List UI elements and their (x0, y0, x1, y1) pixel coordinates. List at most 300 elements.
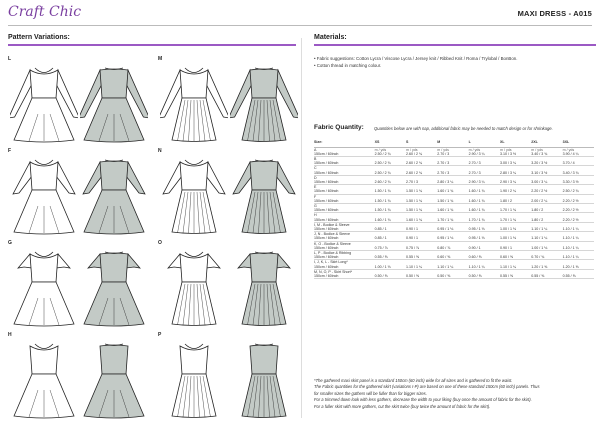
quantity-value: 0.80 / ⅞ (437, 245, 451, 250)
quantity-value: 1.60 / 1 ¾ (374, 217, 391, 222)
quantity-value: 0.60 / ⅝ (468, 255, 482, 260)
table-row (314, 250, 594, 259)
size-header: 3XL (563, 138, 594, 147)
quantity-value: 2.70 / 3 (437, 161, 450, 166)
quantity-cell (375, 241, 406, 250)
quantity-value: 0.90 / 1 (499, 245, 512, 250)
quantity-cell (531, 175, 562, 184)
fabric-width: 150cm / 60inch (314, 151, 339, 156)
quantity-value: 1.90 / 2 ¼ (499, 189, 516, 194)
quantity-cell (437, 175, 468, 184)
quantity-value: 1.50 / 1 ¾ (437, 198, 454, 203)
quantity-cell (406, 185, 437, 194)
quantity-cell (563, 185, 594, 194)
quantity-cell (375, 156, 406, 165)
quantity-value: 2.70 / 3 (437, 151, 450, 156)
quantity-cell (500, 203, 531, 212)
quantity-cell (500, 232, 531, 241)
quantity-cell (500, 241, 531, 250)
quantity-cell (469, 213, 500, 222)
quantity-value: 2.70 / 3 (405, 179, 418, 184)
quantity-value: 1.10 / 1 ¼ (468, 264, 485, 269)
quantity-cell (563, 269, 594, 278)
pattern-variant (158, 332, 298, 422)
quantity-cell (375, 175, 406, 184)
quantity-value: 3.70 / 4 (562, 161, 575, 166)
dress-front-view (160, 58, 228, 144)
pattern-variant (8, 56, 148, 146)
footnotes (314, 378, 596, 410)
header-divider (8, 25, 592, 26)
size-header: 2XL (531, 138, 562, 147)
quantity-value: 1.10 / 1 ¼ (531, 236, 548, 241)
quantity-cell (406, 213, 437, 222)
quantity-cell (500, 147, 531, 156)
dress-back-view (80, 58, 148, 144)
quantity-cell (500, 175, 531, 184)
variation-name: H (314, 213, 317, 218)
quantity-cell (437, 213, 468, 222)
quantity-cell (437, 203, 468, 212)
quantity-cell (437, 147, 468, 156)
variation-name: G (314, 203, 317, 208)
dress-front-view (160, 242, 228, 328)
quantity-cell (375, 232, 406, 241)
quantity-value: 1.10 / 1 ¼ (562, 255, 579, 260)
table-row (314, 232, 594, 241)
quantity-cell (531, 250, 562, 259)
quantity-cell (469, 185, 500, 194)
quantity-cell (563, 241, 594, 250)
pattern-variant (8, 240, 148, 330)
variation-name: J, N - Bodice & Sleeve (314, 232, 350, 237)
quantity-value: 3.90 / 4 ¼ (562, 151, 579, 156)
quantity-value: 1.60 / 1 ¾ (468, 189, 485, 194)
quantity-value: 1.10 / 1 ¼ (499, 264, 516, 269)
quantity-unit: m / yds (374, 147, 387, 152)
quantity-value: 2.80 / 3 ¼ (437, 179, 454, 184)
quantity-value: 2.20 / 2 ½ (531, 189, 548, 194)
quantity-value: 0.90 / 1 (405, 226, 418, 231)
variant-label: M (158, 56, 163, 62)
quantity-cell (469, 250, 500, 259)
quantity-cell (563, 147, 594, 156)
quantity-value: 1.10 / 1 ¼ (531, 226, 548, 231)
quantity-cell (437, 232, 468, 241)
variation-name: D (314, 175, 317, 180)
table-row (314, 260, 594, 269)
variation-name: K, O - Bodice & Sleeve (314, 241, 351, 246)
fabric-width: 150cm / 60inch (314, 236, 339, 241)
quantity-cell (375, 250, 406, 259)
row-label (314, 232, 375, 241)
quantity-cell (563, 203, 594, 212)
quantity-cell (500, 269, 531, 278)
column-divider (301, 38, 302, 418)
quantity-cell (469, 166, 500, 175)
dress-front-view (10, 58, 78, 144)
quantity-cell (531, 166, 562, 175)
variation-name: A (314, 147, 317, 152)
table-row (314, 194, 594, 203)
quantity-cell (531, 213, 562, 222)
variant-label: P (158, 332, 162, 338)
dress-front-view (10, 334, 78, 420)
quantity-cell (531, 269, 562, 278)
dress-back-view (230, 150, 298, 236)
row-label (314, 203, 375, 212)
footnote-line: for smaller sizes the gathers will be fuller than for bigger sizes. (314, 390, 427, 396)
table-row (314, 213, 594, 222)
variant-label: N (158, 148, 162, 154)
quantity-cell (437, 194, 468, 203)
quantity-value: 0.70 / ¾ (531, 255, 545, 260)
footnote-line: For a fuller skirt with more gathers, cut the skirt twice (buy twice the amount of fabric for the skirt). (314, 403, 491, 409)
table-row (314, 185, 594, 194)
quantity-value: 1.50 / 1 ¾ (374, 198, 391, 203)
quantity-value: 0.50 / ⅝ (468, 273, 482, 278)
pattern-variations-rule (8, 44, 296, 46)
quantity-cell (563, 194, 594, 203)
quantity-cell (531, 203, 562, 212)
quantity-value: 2.60 / 2 ¾ (405, 170, 422, 175)
size-header: XL (500, 138, 531, 147)
row-label (314, 185, 375, 194)
quantity-cell (437, 250, 468, 259)
dress-front-view (160, 150, 228, 236)
quantity-value: 1.70 / 1 ¾ (499, 217, 516, 222)
quantity-value: 3.30 / 3 ½ (562, 179, 579, 184)
fabric-width: 150cm / 60inch (314, 170, 339, 175)
quantity-value: 1.50 / 1 ¾ (405, 189, 422, 194)
quantity-value: 0.75 / ⅞ (405, 245, 419, 250)
quantity-cell (531, 194, 562, 203)
quantity-value: 1.00 / 1 ⅛ (499, 226, 516, 231)
quantity-value: 1.70 / 1 ¾ (437, 217, 454, 222)
fabric-width: 150cm / 60inch (314, 273, 339, 278)
size-header: M (437, 138, 468, 147)
quantity-value: 2.90 / 3 ¼ (468, 151, 485, 156)
table-row (314, 241, 594, 250)
quantity-value: 1.60 / 1 ¾ (437, 208, 454, 213)
dress-front-view (10, 150, 78, 236)
fabric-quantity-title: Fabric Quantity: (314, 124, 364, 131)
materials-item: • Fabric suggestions: Cotton Lycra / Viscose Lycra / Jersey knit / Ribbed Knit / Roma / Trylobal / BonBon. (314, 56, 518, 61)
quantity-cell (406, 203, 437, 212)
quantity-cell (500, 166, 531, 175)
pattern-variant (158, 148, 298, 238)
dress-back-view (230, 242, 298, 328)
table-row (314, 203, 594, 212)
row-label (314, 222, 375, 231)
quantity-value: 2.20 / 2 ½ (562, 198, 579, 203)
variant-label: O (158, 240, 162, 246)
pattern-variant (158, 56, 298, 146)
quantity-cell (469, 175, 500, 184)
quantity-cell (375, 166, 406, 175)
materials-list (314, 55, 517, 69)
quantity-cell (500, 185, 531, 194)
quantity-value: 1.60 / 1 ¾ (405, 217, 422, 222)
quantity-value: 1.80 / 2 (531, 217, 544, 222)
row-label (314, 241, 375, 250)
quantity-value: 1.80 / 2 (531, 208, 544, 213)
quantity-value: 0.60 / ⅝ (437, 255, 451, 260)
quantity-value: 1.00 / 1 ⅛ (531, 245, 548, 250)
quantity-value: 0.75 / ⅞ (374, 245, 388, 250)
quantity-value: 2.70 / 3 (437, 170, 450, 175)
quantity-cell (375, 269, 406, 278)
quantity-value: 1.60 / 1 ¾ (468, 198, 485, 203)
quantity-cell (375, 222, 406, 231)
quantity-value: 2.70 / 3 (468, 161, 481, 166)
quantity-unit: m / yds (562, 147, 575, 152)
quantity-cell (531, 232, 562, 241)
dress-back-view (80, 334, 148, 420)
quantity-cell (437, 241, 468, 250)
table-row (314, 147, 594, 156)
quantity-value: 3.10 / 3 ½ (499, 151, 516, 156)
quantity-value: 0.60 / ⅝ (499, 255, 513, 260)
quantity-value: 0.55 / ⅝ (374, 255, 388, 260)
quantity-cell (531, 222, 562, 231)
footnote-line: For a trimmed down look with less gathers, decrease the width to your liking (buy once the amount of fabric for the skirt). (314, 397, 532, 403)
quantity-cell (437, 222, 468, 231)
dress-front-view (160, 334, 228, 420)
fabric-width: 150cm / 60inch (314, 189, 339, 194)
quantity-value: 0.95 / 1 ⅛ (437, 236, 454, 241)
quantity-value: 2.60 / 2 ¾ (405, 161, 422, 166)
quantity-cell (563, 156, 594, 165)
quantity-cell (531, 185, 562, 194)
size-header: XS (375, 138, 406, 147)
row-label (314, 175, 375, 184)
quantity-value: 2.50 / 2 ¾ (374, 170, 391, 175)
quantity-cell (437, 269, 468, 278)
quantity-cell (563, 222, 594, 231)
variant-label: F (8, 148, 12, 154)
quantity-value: 2.60 / 2 ¾ (374, 179, 391, 184)
size-header: L (469, 138, 500, 147)
table-row (314, 269, 594, 278)
quantity-cell (375, 185, 406, 194)
row-label (314, 213, 375, 222)
fabric-width: 150cm / 60inch (314, 208, 339, 213)
quantity-value: 2.50 / 2 ¾ (562, 189, 579, 194)
quantity-value: 3.20 / 3 ½ (531, 161, 548, 166)
quantity-cell (469, 269, 500, 278)
quantity-cell (437, 166, 468, 175)
variant-label: G (8, 240, 12, 246)
materials-title: Materials: (314, 34, 347, 41)
dress-front-view (10, 242, 78, 328)
quantity-value: 2.50 / 2 ¾ (374, 161, 391, 166)
quantity-value: 3.40 / 3 ¾ (531, 151, 548, 156)
row-label (314, 260, 375, 269)
quantity-cell (563, 213, 594, 222)
materials-rule (314, 44, 596, 46)
quantity-unit: m / yds (499, 147, 512, 152)
fabric-quantity-note: Quantities below are with nap, additional fabric may be needed to match design or for shrinkage. (374, 126, 553, 131)
fabric-width: 150cm / 60inch (314, 226, 339, 231)
fabric-width: 150cm / 60inch (314, 161, 339, 166)
quantity-cell (500, 194, 531, 203)
quantity-cell (375, 213, 406, 222)
quantity-value: 0.50 / ⅝ (405, 273, 419, 278)
quantity-value: 3.00 / 3 ¼ (499, 161, 516, 166)
footnote-line: *The gathered maxi skirt panel is a standard 150cm (60 inch) wide for all sizes and is gathered to fit the waist. (314, 378, 513, 383)
quantity-cell (500, 213, 531, 222)
fabric-width: 150cm / 60inch (314, 179, 339, 184)
quantity-cell (406, 175, 437, 184)
quantity-cell (531, 156, 562, 165)
footnote-line: The Fabric quantities for the gathered skirt (variations I-P) are based on one of these standard 150cm (60 inch) panels. Thus (314, 384, 540, 390)
document-title: MAXI DRESS - A015 (517, 9, 592, 18)
row-label (314, 147, 375, 156)
size-label: Size: (314, 138, 375, 147)
table-row (314, 166, 594, 175)
brand-logo: Craft Chic (8, 4, 82, 20)
quantity-cell (406, 156, 437, 165)
quantity-cell (531, 241, 562, 250)
row-label (314, 250, 375, 259)
quantity-value: 1.00 / 1 ⅛ (499, 236, 516, 241)
variation-name: F (314, 194, 317, 199)
quantity-cell (437, 260, 468, 269)
quantity-value: 2.00 / 2 ¼ (531, 198, 548, 203)
quantity-value: 0.90 / 1 (468, 245, 481, 250)
quantity-value: 2.90 / 3 ¼ (468, 179, 485, 184)
quantity-value: 0.90 / 1 (405, 236, 418, 241)
quantity-value: 1.50 / 1 ¾ (405, 208, 422, 213)
quantity-cell (375, 194, 406, 203)
dress-back-view (80, 242, 148, 328)
quantity-value: 3.00 / 3 ¼ (531, 179, 548, 184)
quantity-value: 0.95 / 1 ⅛ (437, 226, 454, 231)
quantity-cell (500, 260, 531, 269)
quantity-cell (563, 232, 594, 241)
quantity-value: 0.95 / 1 ⅛ (468, 226, 485, 231)
table-header-row (314, 138, 594, 147)
quantity-value: 0.55 / ⅝ (405, 255, 419, 260)
variant-label: L (8, 56, 12, 62)
quantity-value: 2.20 / 2 ½ (562, 217, 579, 222)
quantity-unit: m / yds (437, 147, 449, 152)
dress-back-view (230, 58, 298, 144)
variation-name: I, J, K, L - Skirt Long* (314, 260, 348, 265)
fabric-quantity-table (314, 138, 594, 279)
fabric-width: 150cm / 60inch (314, 198, 339, 203)
quantity-cell (469, 241, 500, 250)
quantity-value: 0.50 / ⅝ (437, 273, 451, 278)
size-header: S (406, 138, 437, 147)
quantity-cell (469, 260, 500, 269)
quantity-cell (375, 260, 406, 269)
quantity-value: 1.60 / 1 ¾ (437, 189, 454, 194)
quantity-cell (406, 250, 437, 259)
variation-name: B (314, 156, 317, 161)
quantity-cell (406, 147, 437, 156)
quantity-cell (469, 232, 500, 241)
dress-back-view (80, 150, 148, 236)
quantity-value: 2.60 / 2 ¾ (405, 151, 422, 156)
quantity-cell (406, 166, 437, 175)
quantity-value: 1.10 / 1 ¼ (405, 264, 422, 269)
quantity-cell (500, 250, 531, 259)
variation-name: C (314, 166, 317, 171)
quantity-cell (406, 232, 437, 241)
quantity-cell (500, 156, 531, 165)
row-label (314, 269, 375, 278)
table-row (314, 222, 594, 231)
quantity-value: 1.80 / 2 (499, 198, 512, 203)
quantity-cell (563, 260, 594, 269)
quantity-value: 1.10 / 1 ¼ (562, 236, 579, 241)
quantity-cell (469, 156, 500, 165)
quantity-value: 0.85 / 1 (374, 236, 387, 241)
quantity-value: 2.90 / 3 ¼ (499, 179, 516, 184)
row-label (314, 194, 375, 203)
quantity-value: 2.70 / 3 (468, 170, 481, 175)
quantity-cell (469, 194, 500, 203)
quantity-value: 1.50 / 1 ¾ (374, 189, 391, 194)
quantity-cell (437, 185, 468, 194)
quantity-value: 1.10 / 1 ¼ (562, 226, 579, 231)
quantity-value: 3.10 / 3 ½ (531, 170, 548, 175)
quantity-cell (469, 147, 500, 156)
pattern-variations-title: Pattern Variations: (8, 34, 70, 41)
quantity-value: 0.95 / 1 ⅛ (468, 236, 485, 241)
quantity-value: 1.50 / 1 ¾ (374, 208, 391, 213)
quantity-cell (563, 250, 594, 259)
dress-back-view (230, 334, 298, 420)
quantity-cell (469, 222, 500, 231)
quantity-cell (563, 175, 594, 184)
variation-name: I, M - Bodice & Sleeve (314, 222, 350, 227)
quantity-value: 2.50 / 2 ¾ (374, 151, 391, 156)
quantity-cell (531, 260, 562, 269)
quantity-value: 1.50 / 1 ¾ (405, 198, 422, 203)
variation-name: E (314, 185, 317, 190)
quantity-value: 0.55 / ⅝ (562, 273, 576, 278)
quantity-cell (406, 269, 437, 278)
variant-label: H (8, 332, 12, 338)
quantity-unit: m / yds (531, 147, 543, 152)
quantity-value: 1.00 / 1 ⅛ (374, 264, 391, 269)
quantity-cell (469, 203, 500, 212)
materials-item: • Cotton thread in matching colour. (314, 63, 382, 68)
fabric-width: 150cm / 60inch (314, 245, 339, 250)
quantity-value: 2.80 / 3 ¼ (499, 170, 516, 175)
quantity-value: 1.70 / 1 ¾ (468, 217, 485, 222)
quantity-value: 0.50 / ⅝ (374, 273, 388, 278)
quantity-cell (375, 203, 406, 212)
quantity-value: 0.55 / ⅝ (531, 273, 545, 278)
quantity-unit: m / yds (468, 147, 481, 152)
quantity-value: 1.10 / 1 ¼ (437, 264, 454, 269)
quantity-value: 1.70 / 1 ¾ (499, 208, 516, 213)
table-row (314, 175, 594, 184)
quantity-value: 1.60 / 1 ¾ (468, 208, 485, 213)
quantity-cell (406, 241, 437, 250)
quantity-cell (406, 194, 437, 203)
quantity-value: 0.55 / ⅝ (499, 273, 513, 278)
quantity-unit: m / yds (405, 147, 418, 152)
table-row (314, 156, 594, 165)
variation-name: L, P - Bodice & Ribbing (314, 250, 352, 255)
quantity-value: 2.20 / 2 ½ (562, 208, 579, 213)
quantity-cell (531, 147, 562, 156)
